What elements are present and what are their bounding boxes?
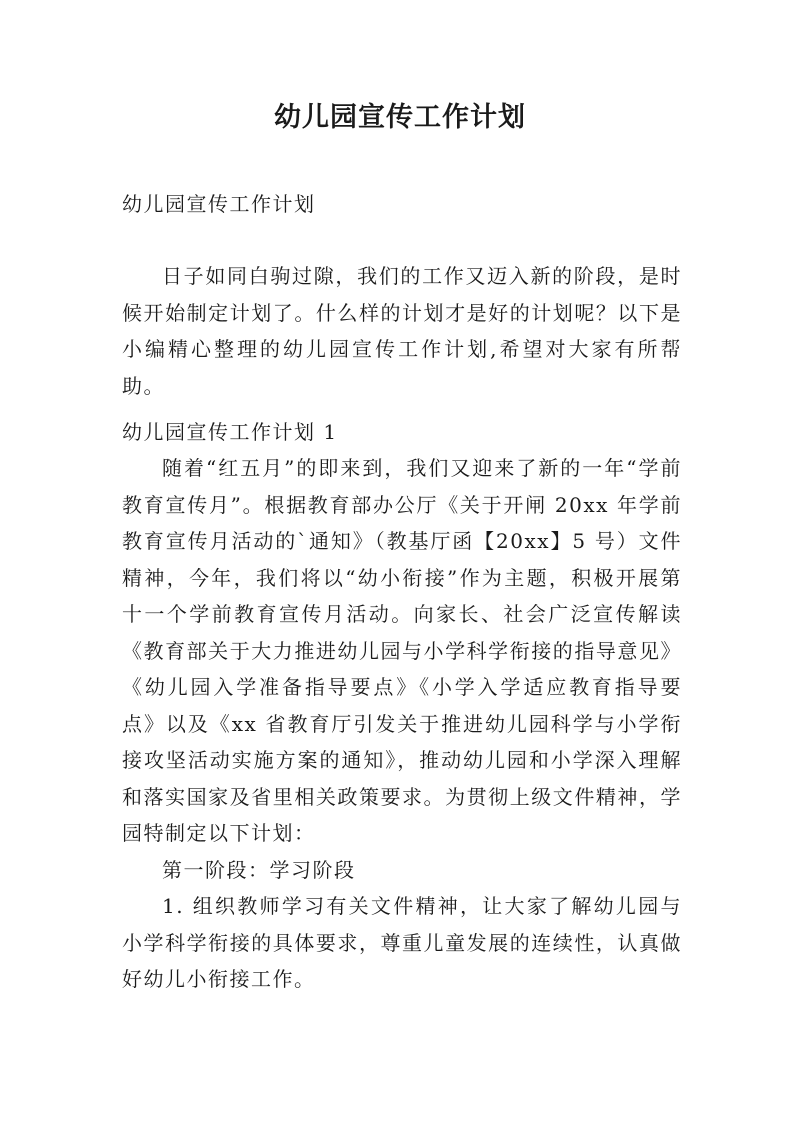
body-paragraph: 1. 组织教师学习有关文件精神，让大家了解幼儿园与小学科学衔接的具体要求，尊重儿童发展的连续性，认真做好幼儿小衔接工作。 xyxy=(122,894,682,991)
body-paragraph: 随着“红五月”的即来到，我们又迎来了新的一年“学前教育宣传月”。根据教育部办公厅《关于开闸 20xx 年学前教育宣传月活动的`通知》（教基厅函【20xx】5 号）文件精神，今年，我们将以“幼小衔接”作为主题，积极开展第十一个学前教育宣传月活动。向家长、社会广泛宣传解读《教育部关于大力推进幼儿园与小学科学衔接的指导意见》《幼儿园入学准备指导要点》《小学入学适应教育指导要点》以及《xx 省教育厅引发关于推进幼儿园科学与小学衔接攻坚活动实施方案的通知》，推动幼儿园和小学深入理解和落实国家及省里相关政策要求。为贯彻上级文件精神，学园特制定以下计划： xyxy=(122,456,682,845)
section-body xyxy=(122,450,682,998)
intro-paragraph: 日子如同白驹过隙，我们的工作又迈入新的阶段，是时候开始制定计划了。什么样的计划才是好的计划呢？以下是小编精心整理的幼儿园宣传工作计划,希望对大家有所帮助。 xyxy=(122,264,682,398)
section-heading: 幼儿园宣传工作计划 1 xyxy=(122,420,338,444)
document-subtitle: 幼儿园宣传工作计划 xyxy=(122,192,316,216)
stage-heading: 第一阶段：学习阶段 xyxy=(162,857,356,882)
document-title: 幼儿园宣传工作计划 xyxy=(274,102,526,133)
